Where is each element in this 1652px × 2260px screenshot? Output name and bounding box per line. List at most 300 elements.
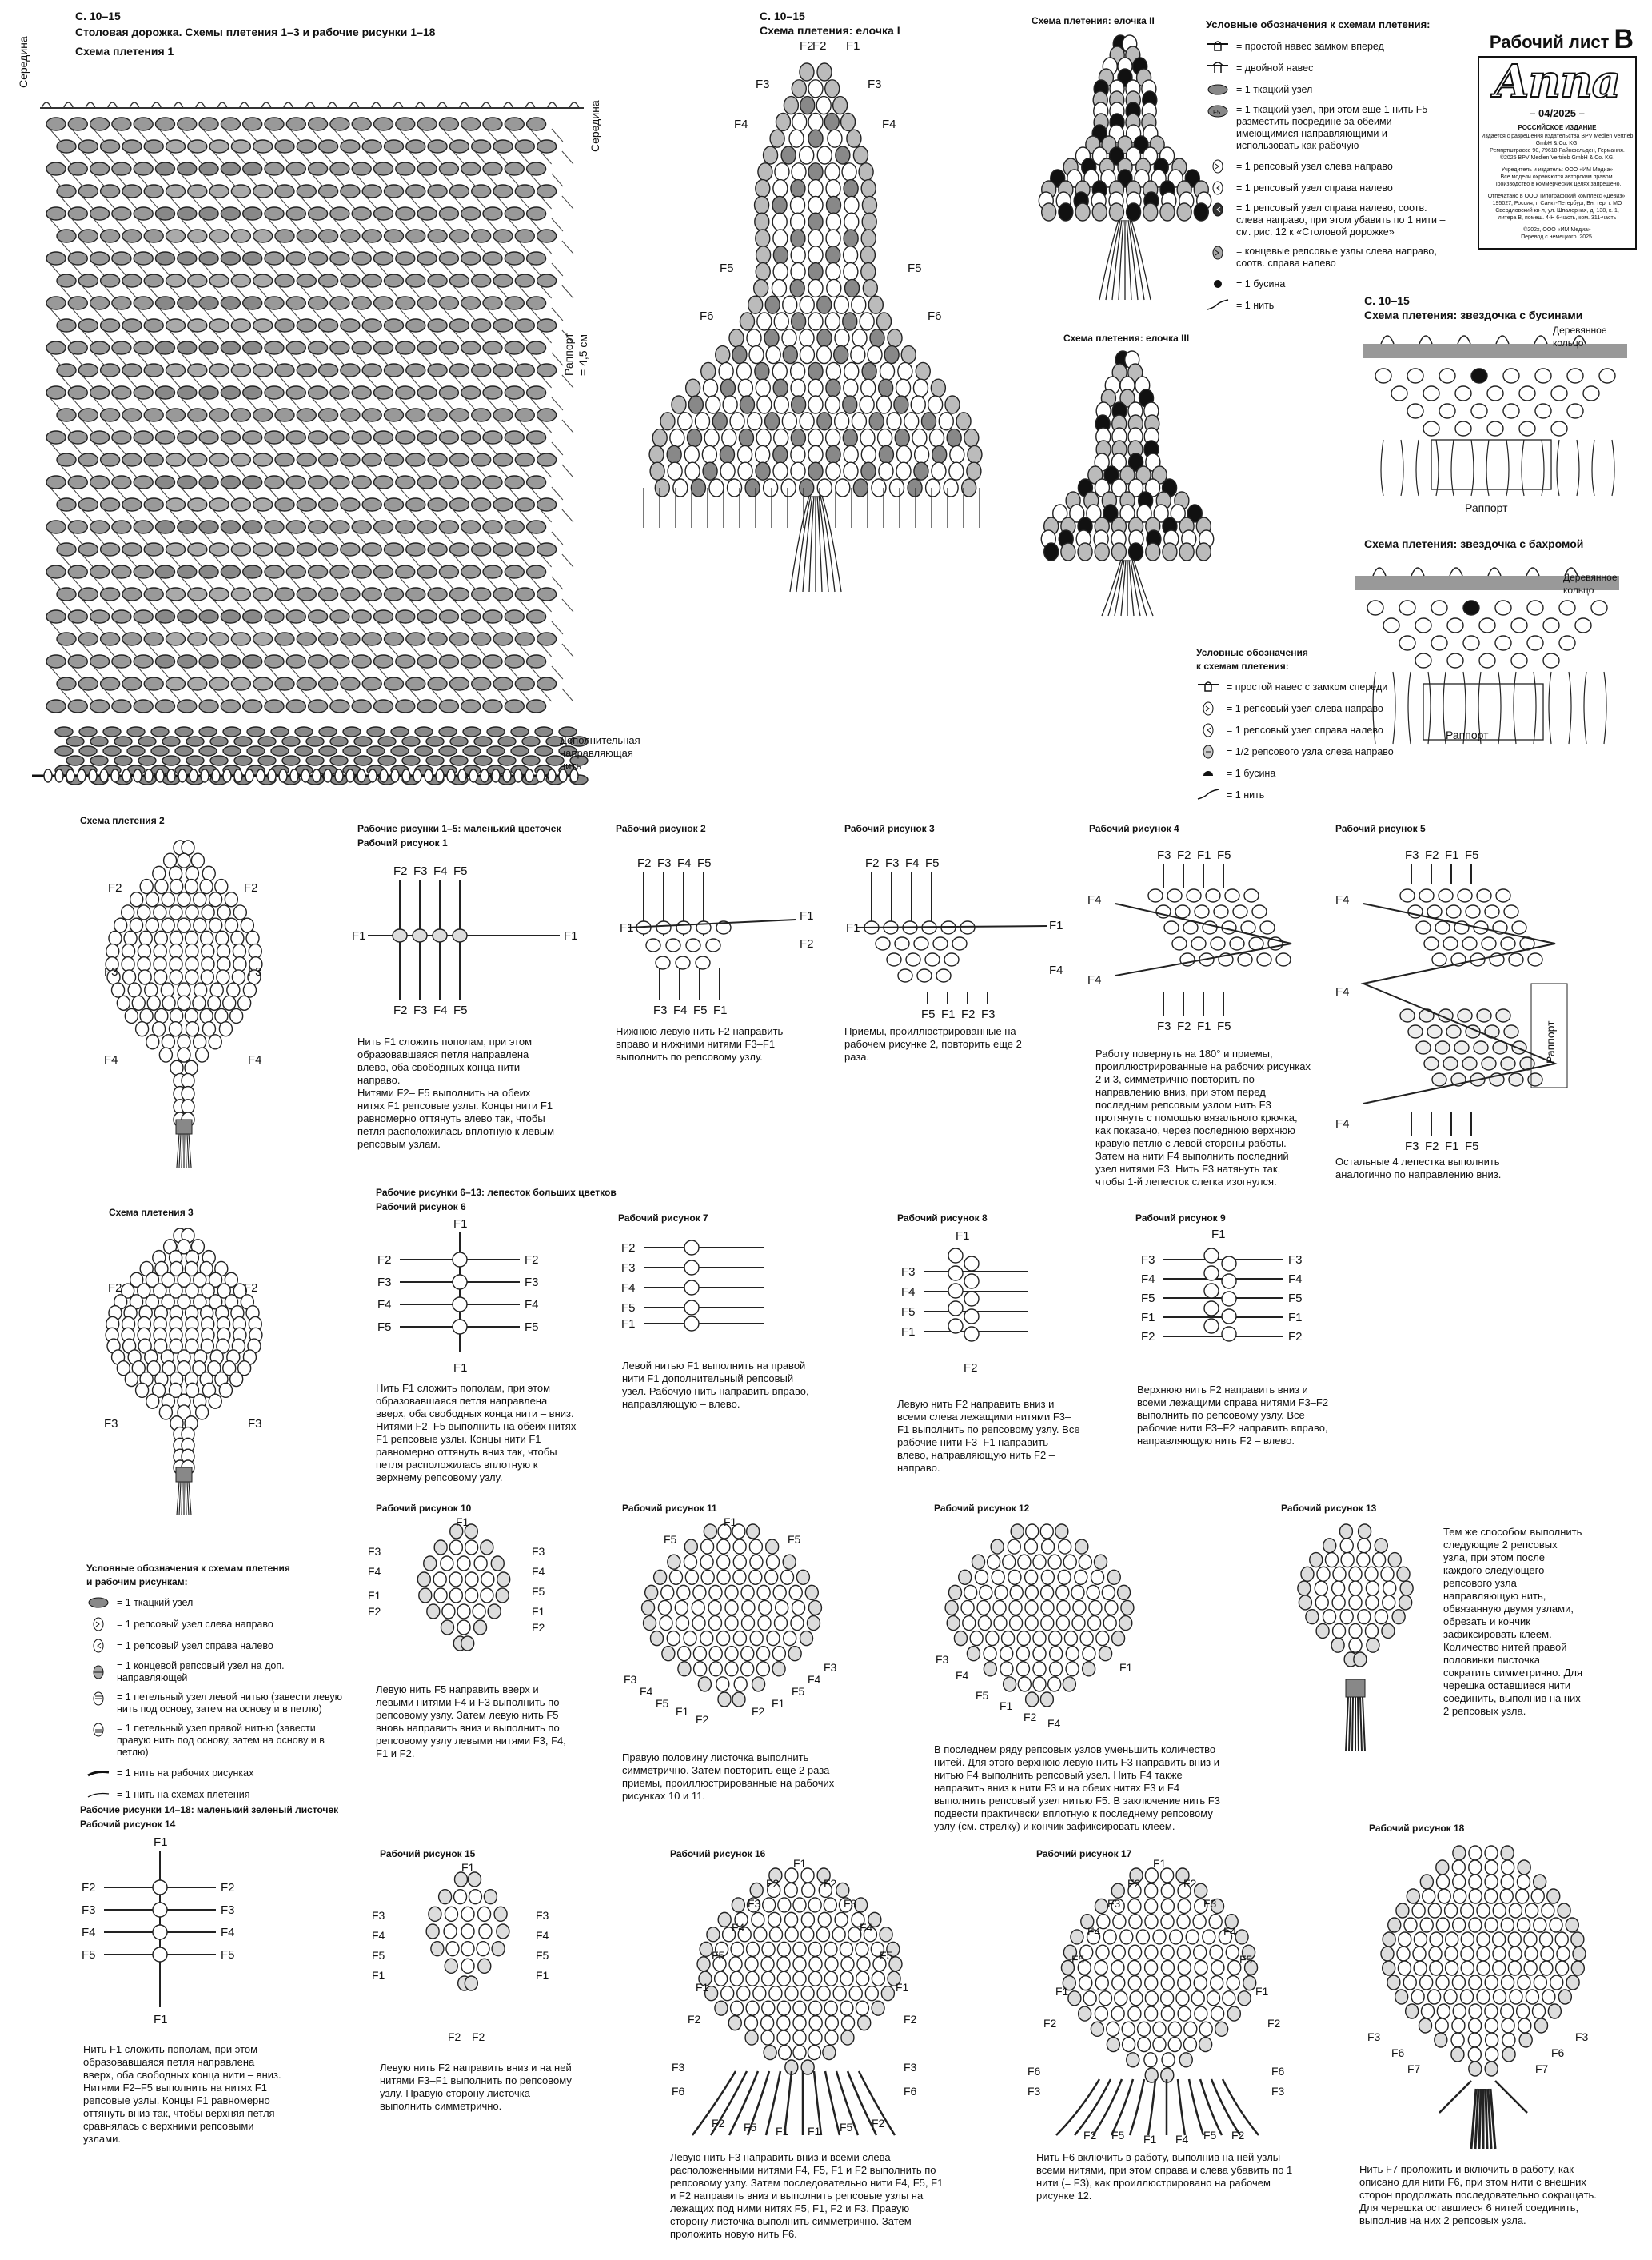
- knot: [847, 130, 861, 147]
- knot: [980, 1585, 992, 1599]
- knot: [1033, 1677, 1046, 1691]
- knot: [153, 1925, 167, 1939]
- thread-label: F2: [712, 2117, 725, 2130]
- knot: [1408, 1025, 1423, 1038]
- knot: [1535, 2018, 1548, 2033]
- knot: [1420, 1975, 1433, 1990]
- knot: [1223, 1991, 1235, 2006]
- brand-box: [1478, 56, 1637, 250]
- knot: [330, 476, 349, 489]
- knot: [1439, 889, 1453, 902]
- knot: [487, 746, 505, 756]
- knot: [230, 1008, 243, 1023]
- knot: [191, 853, 204, 868]
- knot: [354, 737, 372, 746]
- knot: [125, 1372, 138, 1387]
- knot: [1083, 1647, 1095, 1661]
- knot: [449, 140, 469, 153]
- thread-label: F3: [1107, 1897, 1121, 1910]
- thread: [562, 465, 573, 477]
- knot: [888, 329, 902, 347]
- knot: [1477, 1990, 1490, 2004]
- knot: [817, 1986, 830, 2001]
- knot: [144, 409, 163, 421]
- knot: [1455, 386, 1471, 401]
- knot: [1446, 1961, 1458, 1975]
- knot: [472, 319, 491, 332]
- knot: [738, 462, 752, 480]
- knot: [1107, 2038, 1119, 2052]
- knot: [672, 396, 686, 413]
- knot: [978, 1616, 991, 1631]
- knot: [825, 2016, 838, 2030]
- knot: [483, 341, 502, 354]
- knot: [759, 1600, 772, 1615]
- knot: [708, 1600, 721, 1615]
- knot: [764, 479, 778, 497]
- legend-bottom-label: = 1 ткацкий узел: [117, 1596, 194, 1608]
- thread-label: F3: [248, 1417, 262, 1431]
- knot: [182, 1087, 194, 1101]
- knot: [894, 396, 908, 413]
- knot: [800, 329, 814, 347]
- knot: [406, 274, 425, 287]
- knot: [162, 892, 174, 907]
- knot: [1071, 1585, 1084, 1599]
- knot: [1526, 1903, 1538, 1918]
- thread-label: F1: [461, 1861, 475, 1874]
- knot: [1452, 1975, 1465, 1990]
- knot: [1557, 1947, 1570, 1961]
- knot: [650, 462, 664, 480]
- thread-label: F5: [656, 1697, 669, 1710]
- knot: [396, 207, 415, 220]
- knot: [525, 769, 533, 782]
- knot: [144, 588, 163, 601]
- knot: [715, 2001, 728, 2015]
- knot: [701, 1539, 714, 1554]
- fig17-title: Рабочий рисунок 17: [1036, 1848, 1132, 1859]
- knot: [809, 2016, 822, 2030]
- knot: [515, 319, 534, 332]
- thread-label: F1: [1197, 1020, 1211, 1033]
- knot: [1172, 937, 1187, 950]
- knot: [101, 230, 120, 242]
- knot: [434, 1588, 447, 1603]
- knot: [417, 386, 437, 399]
- knot: [439, 476, 458, 489]
- knot: [153, 866, 166, 880]
- knot: [472, 230, 491, 242]
- knot: [1193, 1915, 1206, 1929]
- knot: [428, 319, 447, 332]
- knot: [774, 313, 788, 330]
- thread-label: F5: [536, 1949, 549, 1962]
- knot: [1420, 1918, 1433, 1932]
- knot: [1194, 1976, 1207, 1990]
- knot: [481, 1572, 494, 1587]
- knot: [1227, 2006, 1240, 2021]
- knot: [1170, 1930, 1183, 1944]
- knot: [243, 207, 262, 220]
- knot: [57, 543, 76, 556]
- knot: [178, 118, 197, 130]
- thread: [552, 218, 563, 231]
- knot: [393, 929, 407, 942]
- thread-label: F3: [901, 1265, 916, 1279]
- knot: [801, 1927, 814, 1942]
- knot: [1222, 1274, 1236, 1288]
- knot: [772, 279, 786, 297]
- knot: [1109, 203, 1123, 221]
- knot: [483, 162, 502, 175]
- knot: [1203, 1930, 1215, 1944]
- knot: [1260, 921, 1275, 934]
- knot: [330, 700, 349, 713]
- knot: [352, 341, 371, 354]
- knot: [1148, 889, 1163, 902]
- knot: [720, 445, 734, 463]
- knot: [1257, 953, 1271, 966]
- thread-label: F2: [824, 1877, 837, 1890]
- knot: [1413, 1947, 1426, 1961]
- knot: [1566, 1918, 1578, 1932]
- fig6-title: Рабочий рисунок 6: [376, 1201, 466, 1212]
- knot: [709, 1616, 722, 1631]
- knot: [527, 297, 546, 309]
- knot: [1407, 369, 1423, 383]
- knot: [825, 1957, 838, 1971]
- knot: [1375, 369, 1391, 383]
- thread-label: F4: [532, 1565, 545, 1578]
- knot: [472, 185, 491, 198]
- knot: [233, 905, 246, 920]
- thread-label: F2: [904, 2013, 917, 2026]
- knot: [668, 462, 682, 480]
- knot: [134, 521, 153, 533]
- knot: [46, 565, 66, 578]
- knot: [1000, 1647, 1013, 1661]
- legend-bottom-label: = 1 репсовый узел справа налево: [117, 1639, 273, 1651]
- knot: [687, 429, 701, 447]
- thread-label: F4: [1175, 2133, 1189, 2146]
- knot: [776, 1600, 788, 1615]
- knot-loop: [1458, 336, 1470, 344]
- knot: [112, 431, 131, 444]
- knot: [309, 341, 328, 354]
- legend-bottom-item: [86, 1723, 350, 1759]
- knot: [755, 362, 769, 380]
- knot: [1129, 1915, 1142, 1929]
- knot: [1533, 2004, 1546, 2018]
- knot: [791, 196, 805, 214]
- legend-top: [1206, 18, 1446, 320]
- knot: [1531, 1889, 1544, 1903]
- knot: [1528, 953, 1542, 966]
- knot: [417, 565, 437, 578]
- knot: [68, 521, 87, 533]
- knot: [319, 633, 338, 645]
- fig17-diagram: [1028, 1855, 1291, 2151]
- knot: [396, 162, 415, 175]
- thread-label: F4: [677, 856, 692, 870]
- knot: [78, 588, 98, 601]
- thread-label: F1: [846, 921, 860, 935]
- knot: [1502, 1975, 1514, 1990]
- knot: [1130, 1991, 1143, 2006]
- knot: [844, 213, 859, 230]
- knot-loop: [1419, 336, 1432, 344]
- knot: [889, 479, 904, 497]
- knot: [832, 1927, 845, 1942]
- knot: [153, 1903, 167, 1917]
- knot: [415, 727, 433, 737]
- knot: [842, 163, 856, 181]
- knot: [330, 610, 349, 623]
- knot: [144, 230, 163, 242]
- thread-label: F4: [1087, 893, 1102, 907]
- knot: [1461, 1990, 1474, 2004]
- knot: [849, 1986, 862, 2001]
- thread-label: F2: [108, 881, 122, 895]
- knot: [1094, 1555, 1107, 1569]
- knot: [1524, 1961, 1537, 1975]
- knot: [1010, 1585, 1023, 1599]
- knot: [406, 319, 425, 332]
- knot: [199, 297, 218, 309]
- knot: [68, 297, 87, 309]
- knot-loop: [504, 102, 513, 108]
- knot: [1482, 937, 1496, 950]
- knot: [807, 1616, 820, 1631]
- knot: [1177, 1945, 1190, 1959]
- sheet-letter: B: [1614, 24, 1634, 54]
- scheme1-diagram: [24, 60, 608, 780]
- thread-label: F3: [653, 1004, 668, 1017]
- knot: [862, 196, 876, 214]
- knot: [1454, 1041, 1469, 1054]
- thread-label: F5: [1203, 2129, 1217, 2142]
- knot: [678, 413, 692, 430]
- knot: [1041, 1616, 1054, 1631]
- knot: [147, 996, 160, 1010]
- knot: [221, 297, 240, 309]
- knot: [1186, 1930, 1199, 1944]
- knot: [841, 113, 856, 130]
- knot: [223, 746, 241, 756]
- knot: [1252, 905, 1267, 918]
- knot: [1469, 1975, 1482, 1990]
- knot: [219, 1383, 232, 1397]
- knot: [253, 543, 273, 556]
- knot: [374, 476, 393, 489]
- fig8-text: Левую нить F2 направить вниз и всеми слева лежащими нитями F3–F1 выполнить по репсовому узлу. Все рабочие нити F3–F1 направить влево, направляющую нить F2 – направо.: [897, 1398, 1080, 1474]
- knot: [709, 1647, 722, 1661]
- knot: [527, 386, 546, 399]
- knot: [286, 521, 305, 533]
- knot: [297, 498, 316, 511]
- knot: [774, 1616, 787, 1631]
- knot: [428, 543, 447, 556]
- legend-top-item: [1206, 39, 1446, 54]
- knot: [297, 543, 316, 556]
- knot: [434, 1540, 447, 1555]
- knot: [1551, 421, 1567, 436]
- knot: [474, 737, 492, 746]
- knot: [385, 588, 404, 601]
- knot: [756, 263, 770, 281]
- knot: [297, 453, 316, 466]
- knot: [428, 140, 447, 153]
- knot: [223, 996, 236, 1010]
- knot: [200, 1008, 213, 1023]
- knot: [144, 543, 163, 556]
- knot: [1430, 1932, 1443, 1947]
- knot: [762, 1971, 775, 1986]
- knot: [740, 313, 754, 330]
- knot: [964, 1256, 979, 1271]
- knot: [535, 727, 553, 737]
- knot: [1508, 1932, 1521, 1947]
- knot: [853, 146, 868, 164]
- knot: [1075, 203, 1090, 221]
- knot: [247, 746, 265, 756]
- knot: [809, 2001, 822, 2015]
- knot: [772, 213, 787, 230]
- knot: [341, 274, 360, 287]
- knot: [134, 565, 153, 578]
- knot: [836, 479, 850, 497]
- knot-loop: [1526, 568, 1539, 576]
- knot: [856, 2001, 868, 2015]
- knot: [825, 163, 840, 181]
- knot: [101, 453, 120, 466]
- knot: [122, 140, 142, 153]
- knot: [402, 737, 420, 746]
- thread-label: F2: [865, 856, 880, 870]
- fringe-thread: [1534, 672, 1536, 744]
- knot: [295, 727, 313, 737]
- knot: [1373, 1553, 1386, 1567]
- knot: [309, 297, 328, 309]
- knot: [781, 479, 796, 497]
- thread-label: F7: [1535, 2062, 1549, 2075]
- knot: [879, 462, 893, 480]
- knot: [884, 346, 899, 364]
- knot: [166, 633, 186, 645]
- knot: [505, 118, 524, 130]
- knot-loop: [1450, 568, 1462, 576]
- knot: [505, 431, 524, 444]
- knot: [209, 185, 229, 198]
- knot: [341, 230, 360, 242]
- knot: [515, 543, 534, 556]
- knot: [461, 207, 481, 220]
- scheme3-title: Схема плетения 3: [109, 1207, 194, 1218]
- knot: [433, 929, 447, 942]
- knot: [1571, 1961, 1584, 1975]
- legend-top-label: = простой навес замком вперед: [1236, 40, 1384, 52]
- knot: [68, 655, 87, 668]
- knot: [170, 866, 182, 880]
- thread-label: F1: [453, 1361, 468, 1375]
- thread-label: F4: [248, 1053, 262, 1067]
- knot: [346, 769, 354, 782]
- knot: [1469, 2004, 1482, 2018]
- knot: [1178, 2006, 1191, 2021]
- knot: [1485, 1975, 1498, 1990]
- knot: [249, 944, 261, 959]
- knot: [151, 727, 169, 737]
- knot: [792, 163, 806, 181]
- knot: [362, 588, 381, 601]
- fig12-text: В последнем ряду репсовых узлов уменьшить количество нитей. Для этого верхнюю левую нить F3 направить вниз и нитью F4 выполнить репсовый узел. Нить F4 также направить вниз к нити F3 и на обеих нитях F3 и F4 выполнить репсовый узел нитью F5. В заключение нить F3 подвести практически вплотную к последнему репсовому узлу (см. стрелку) и кончик зафиксировать клеем.: [934, 1743, 1220, 1832]
- thread-label: F1: [800, 909, 814, 923]
- knot: [1469, 1889, 1482, 1903]
- legend-bottom-label: = 1 петельный узел левой нитью (завести левую нить под основу, затем на основу и в петлю): [117, 1691, 343, 1715]
- knot: [243, 983, 256, 997]
- knot: [1136, 1930, 1149, 1944]
- knot: [122, 677, 142, 690]
- knot: [341, 409, 360, 421]
- knot: [1392, 1610, 1405, 1624]
- thread-label: F4: [221, 1926, 235, 1939]
- knot: [144, 319, 163, 332]
- knot: [741, 1616, 754, 1631]
- knot: [341, 633, 360, 645]
- knot: [684, 1300, 699, 1315]
- knot: [808, 230, 823, 247]
- thread-label: F2: [1177, 1020, 1191, 1033]
- knot: [232, 970, 245, 984]
- knot: [78, 633, 98, 645]
- knot: [439, 746, 457, 756]
- knot: [1153, 1930, 1166, 1944]
- knot: [1164, 921, 1179, 934]
- knot: [461, 118, 481, 130]
- knot: [733, 1631, 746, 1646]
- knot: [1102, 1585, 1115, 1599]
- knot: [217, 970, 229, 984]
- knot: [1485, 2004, 1498, 2018]
- knot: [175, 727, 193, 737]
- knot: [778, 1898, 791, 1912]
- knot: [144, 140, 163, 153]
- knot: [57, 140, 76, 153]
- knot: [826, 213, 840, 230]
- knot: [793, 1898, 806, 1912]
- knot: [46, 386, 66, 399]
- knot: [162, 756, 180, 765]
- knot: [1423, 421, 1439, 436]
- knot: [258, 737, 276, 746]
- thread-label: F3: [868, 78, 882, 91]
- knot: [162, 1035, 174, 1049]
- knot: [483, 476, 502, 489]
- thread-label: F3: [413, 1004, 428, 1017]
- thread-label: F1: [713, 1004, 728, 1017]
- knot: [725, 1647, 738, 1661]
- fig14-section: Рабочие рисунки 14–18: маленький зеленый листочек: [80, 1804, 339, 1815]
- knot: [144, 185, 163, 198]
- knot: [991, 1539, 1004, 1554]
- knot: [685, 1570, 698, 1584]
- knot: [90, 386, 110, 399]
- knot: [912, 429, 927, 447]
- knot: [1177, 1915, 1190, 1929]
- knot: [880, 1927, 892, 1942]
- knot: [1439, 369, 1455, 383]
